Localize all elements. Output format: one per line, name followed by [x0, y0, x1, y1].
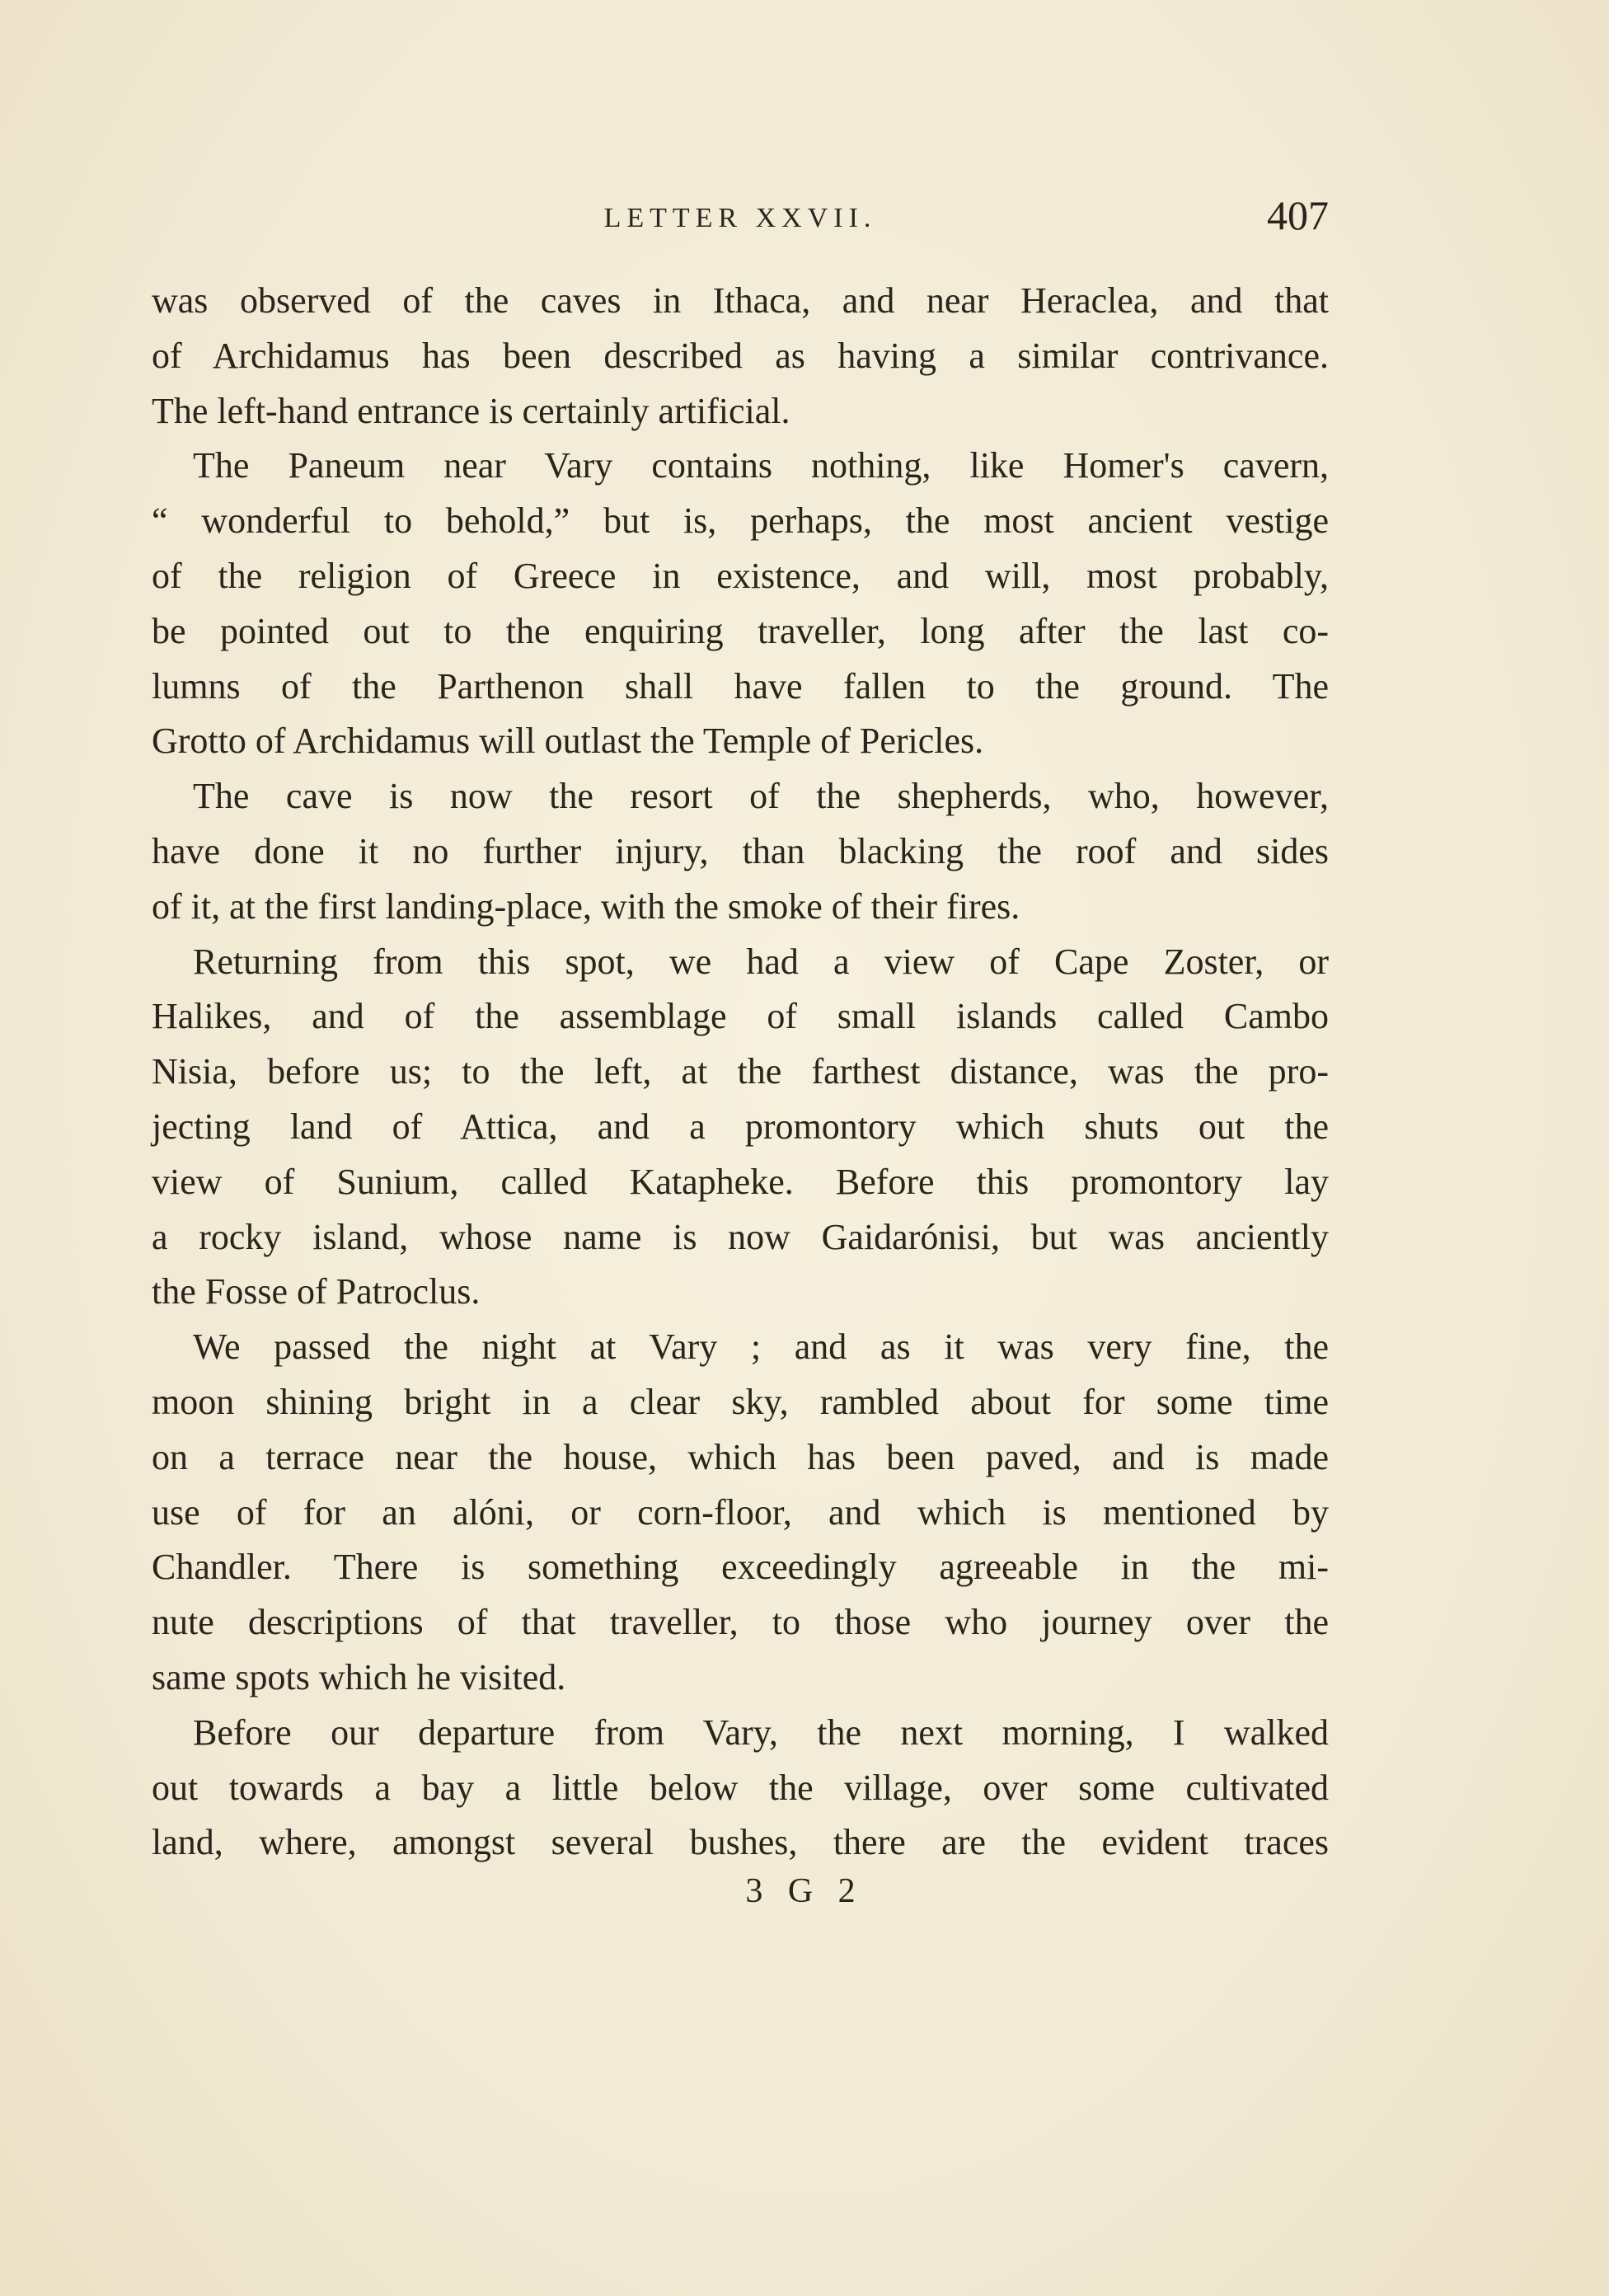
text-line: lumns of the Parthenon shall have fallen to the ground. The: [152, 665, 1329, 707]
text-line: a rocky island, whose name is now Gaidarónisi, but was anciently: [152, 1216, 1329, 1257]
running-head: [152, 191, 1329, 249]
text-line: of Archidamus has been described as having a similar contrivance.: [152, 335, 1329, 376]
signature-mark: 3 G 2: [745, 1872, 864, 1910]
page-number: 407: [1267, 192, 1329, 238]
text-line: Nisia, before us; to the left, at the farthest distance, was the pro-: [152, 1051, 1329, 1092]
text-line: Halikes, and of the assemblage of small islands called Cambo: [152, 996, 1329, 1037]
text-line: Returning from this spot, we had a view of Cape Zoster, or: [193, 941, 1329, 982]
text-line: have done it no further injury, than blacking the roof and sides: [152, 830, 1329, 871]
text-line: The left-hand entrance is certainly artificial.: [152, 390, 790, 431]
text-line: out towards a bay a little below the village, over some cultivated: [152, 1767, 1329, 1808]
text-line: We passed the night at Vary ; and as it was very fine, the: [193, 1326, 1329, 1368]
text-line: use of for an alóni, or corn-floor, and which is mentioned by: [152, 1491, 1329, 1533]
text-line: view of Sunium, called Katapheke. Before this promontory lay: [152, 1161, 1329, 1202]
text-line: The cave is now the resort of the shepherds, who, however,: [193, 776, 1329, 817]
text-line: Before our departure from Vary, the next morning, I walked: [193, 1711, 1329, 1753]
body-text: [152, 274, 1329, 1871]
text-line: “ wonderful to behold,” but is, perhaps, the most ancient vestige: [152, 500, 1329, 542]
text-line: the Fosse of Patroclus.: [152, 1271, 481, 1312]
running-title: LETTER XXVII.: [603, 203, 877, 233]
text-line: same spots which he visited.: [152, 1656, 566, 1697]
text-line: land, where, amongst several bushes, there are the evident traces: [152, 1822, 1329, 1863]
text-line: moon shining bright in a clear sky, rambled about for some time: [152, 1381, 1329, 1422]
text-line: jecting land of Attica, and a promontory which shuts out the: [152, 1106, 1329, 1147]
text-line: be pointed out to the enquiring traveller, long after the last co-: [152, 610, 1329, 651]
text-line: of it, at the first landing-place, with the smoke of their fires.: [152, 885, 1020, 927]
text-line: Grotto of Archidamus will outlast the Temple of Pericles.: [152, 721, 984, 762]
text-line: on a terrace near the house, which has been paved, and is made: [152, 1436, 1329, 1477]
text-line: was observed of the caves in Ithaca, and near Heraclea, and that: [152, 280, 1329, 321]
text-line: Chandler. There is something exceedingly agreeable in the mi-: [152, 1547, 1329, 1588]
text-line: nute descriptions of that traveller, to those who journey over the: [152, 1602, 1329, 1643]
text-line: The Paneum near Vary contains nothing, like Homer's cavern,: [193, 445, 1329, 486]
text-line: of the religion of Greece in existence, and will, most probably,: [152, 555, 1329, 596]
